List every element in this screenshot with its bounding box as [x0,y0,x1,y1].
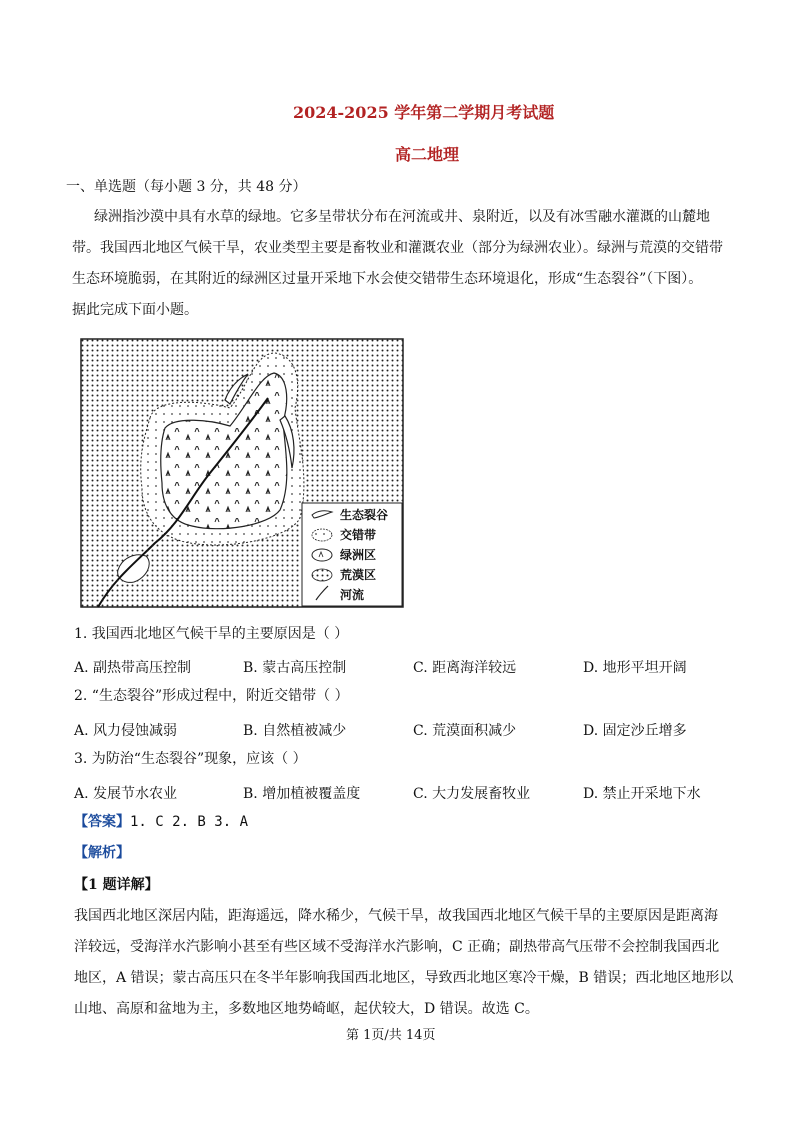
subject-title: 高二地理 [395,145,460,164]
analysis-line: 地区，A 错误；蒙古高压只在冬半年影响我国西北地区，导致西北地区寒冷干燥，B 错误；西北地区地形以 [74,970,734,986]
exam-title: 2024-2025 学年第二学期月考试题 [293,103,555,122]
analysis-subtag: 【1 题详解】 [74,877,159,893]
answer-line [74,807,248,838]
question-2-option-c[interactable]: C. 荒漠面积减少 [413,723,517,739]
reading-passage [94,202,744,233]
ecological-rift-map [80,338,404,608]
map-svg [80,338,404,608]
page-number: 第 1页/共 14页 [346,1028,436,1043]
legend-label-oasis: 绿洲区 [340,548,377,562]
analysis-line: 洋较远，受海洋水汽影响小甚至有些区域不受海洋水汽影响，C 正确；副热带高气压带不会控制我国西北 [74,939,720,955]
question-1-option-b[interactable]: B. 蒙古高压控制 [243,660,347,676]
question-3-option-b[interactable]: B. 增加植被覆盖度 [243,786,361,802]
question-3-option-d[interactable]: D. 禁止开采地下水 [583,786,701,802]
passage-line: 带。我国西北地区气候干旱，农业类型主要是畜牧业和灌溉农业（部分为绿洲农业）。绿洲与荒漠的交错带 [72,240,723,256]
question-1-option-a[interactable]: A. 副热带高压控制 [74,660,192,676]
passage-line: 绿洲指沙漠中具有水草的绿地。它多呈带状分布在河流或井、泉附近，以及有冰雪融水灌溉的山麓地 [94,209,710,225]
question-2-stem: 2. “生态裂谷”形成过程中，附近交错带（ ） [74,688,349,704]
ecotone-symbol-icon [312,529,332,541]
section-heading: 一、单选题（每小题 3 分，共 48 分） [66,179,307,195]
question-2-option-d[interactable]: D. 固定沙丘增多 [583,723,687,739]
question-1-option-c[interactable]: C. 距离海洋较远 [413,660,517,676]
analysis-line: 我国西北地区深居内陆，距海遥远，降水稀少，气候干旱，故我国西北地区气候干旱的主要原因是距离海 [74,908,718,924]
question-3-stem: 3. 为防治“生态裂谷”现象，应该（ ） [74,751,307,767]
question-3-option-a[interactable]: A. 发展节水农业 [74,786,178,802]
analysis-tag: 【解析】 [74,845,130,861]
legend-label-ecotone: 交错带 [340,528,377,542]
answer-text: 1. C 2. B 3. A [130,814,249,830]
desert-symbol-icon [312,569,332,581]
analysis-body [74,901,744,1025]
question-1-option-d[interactable]: D. 地形平坦开阔 [583,660,687,676]
answer-tag: 【答案】 [74,814,130,830]
passage-line: 生态环境脆弱，在其附近的绿洲区过量开采地下水会使交错带生态环境退化，形成“生态裂谷”（下图）。 [72,271,703,287]
legend-label-river: 河流 [340,588,365,602]
question-2-option-b[interactable]: B. 自然植被减少 [243,723,347,739]
question-2-option-a[interactable]: A. 风力侵蚀减弱 [74,723,178,739]
question-1-stem: 1. 我国西北地区气候干旱的主要原因是（ ） [74,626,349,642]
question-3-option-c[interactable]: C. 大力发展畜牧业 [413,786,531,802]
legend-label-rift: 生态裂谷 [340,508,389,522]
passage-line: 据此完成下面小题。 [72,302,198,318]
reading-passage-cont [72,233,742,326]
legend-label-desert: 荒漠区 [340,568,377,582]
analysis-line: 山地、高原和盆地为主，多数地区地势崎岖，起伏较大，D 错误。故选 C。 [74,1001,539,1017]
